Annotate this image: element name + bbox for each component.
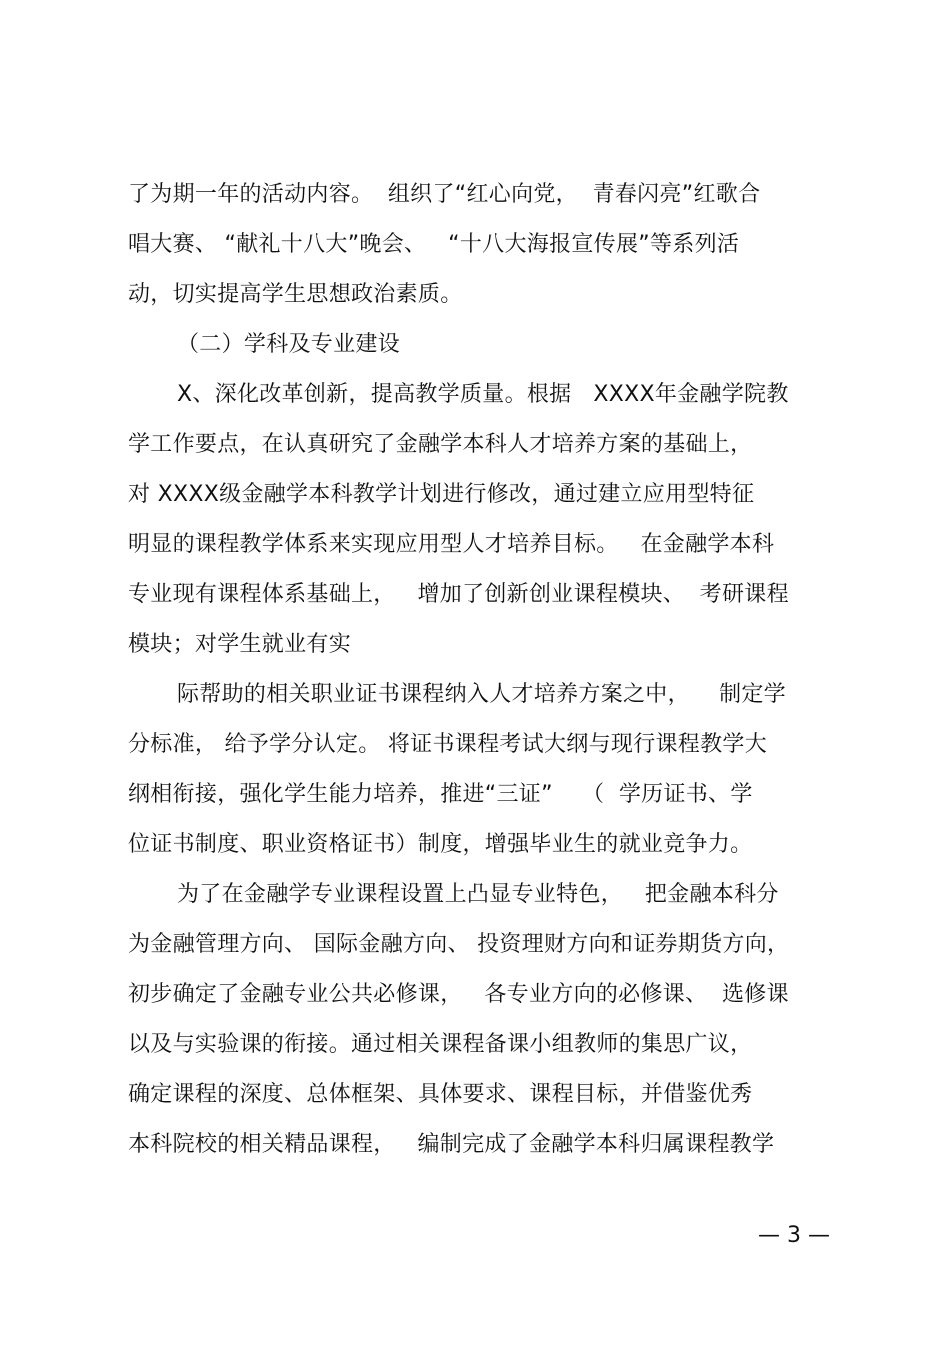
text-line: 纲相衔接，强化学生能力培养，推进“三证” （ 学历证书、学 [128, 782, 753, 807]
text-line: 为金融管理方向、 国际金融方向、 投资理财方向和证券期货方向， [128, 932, 790, 957]
text-line: 了为期一年的活动内容。 组织了“红心向党， 青春闪亮”红歌合 [128, 182, 761, 207]
text-line: 际帮助的相关职业证书课程纳入人才培养方案之中， 制定学 [177, 682, 786, 707]
text-line: 专业现有课程体系基础上， 增加了创新创业课程模块、 考研课程 [128, 582, 789, 607]
text-line: 为了在金融学专业课程设置上凸显专业特色， 把金融本科分 [177, 882, 779, 907]
text-line: 对 XXXX级金融学本科教学计划进行修改，通过建立应用型特征 [128, 482, 755, 507]
text-line: 以及与实验课的衔接。通过相关课程备课小组教师的集思广议， [128, 1032, 753, 1057]
text-line: 学工作要点，在认真研究了金融学本科人才培养方案的基础上， [128, 432, 753, 457]
text-line: 明显的课程教学体系来实现应用型人才培养目标。 在金融学本科 [128, 532, 775, 557]
text-line: 确定课程的深度、总体框架、具体要求、课程目标，并借鉴优秀 [128, 1082, 753, 1107]
text-line: 动，切实提高学生思想政治素质。 [128, 282, 463, 307]
text-line: 模块；对学生就业有实 [128, 632, 352, 657]
section-heading: （二）学科及专业建设 [177, 332, 401, 357]
page-number: — 3 — [758, 1223, 830, 1248]
text-line: X、深化改革创新，提高教学质量。根据 XXXX年金融学院教 [177, 382, 789, 407]
text-line: 唱大赛、 “献礼十八大”晚会、 “十八大海报宣传展”等系列活 [128, 232, 740, 257]
text-line: 位证书制度、职业资格证书）制度，增强毕业生的就业竞争力。 [128, 832, 753, 857]
text-line: 初步确定了金融专业公共必修课， 各专业方向的必修课、 选修课 [128, 982, 789, 1007]
text-line: 本科院校的相关精品课程， 编制完成了金融学本科归属课程教学 [128, 1132, 775, 1157]
text-line: 分标准， 给予学分认定。 将证书课程考试大纲与现行课程教学大 [128, 732, 767, 757]
